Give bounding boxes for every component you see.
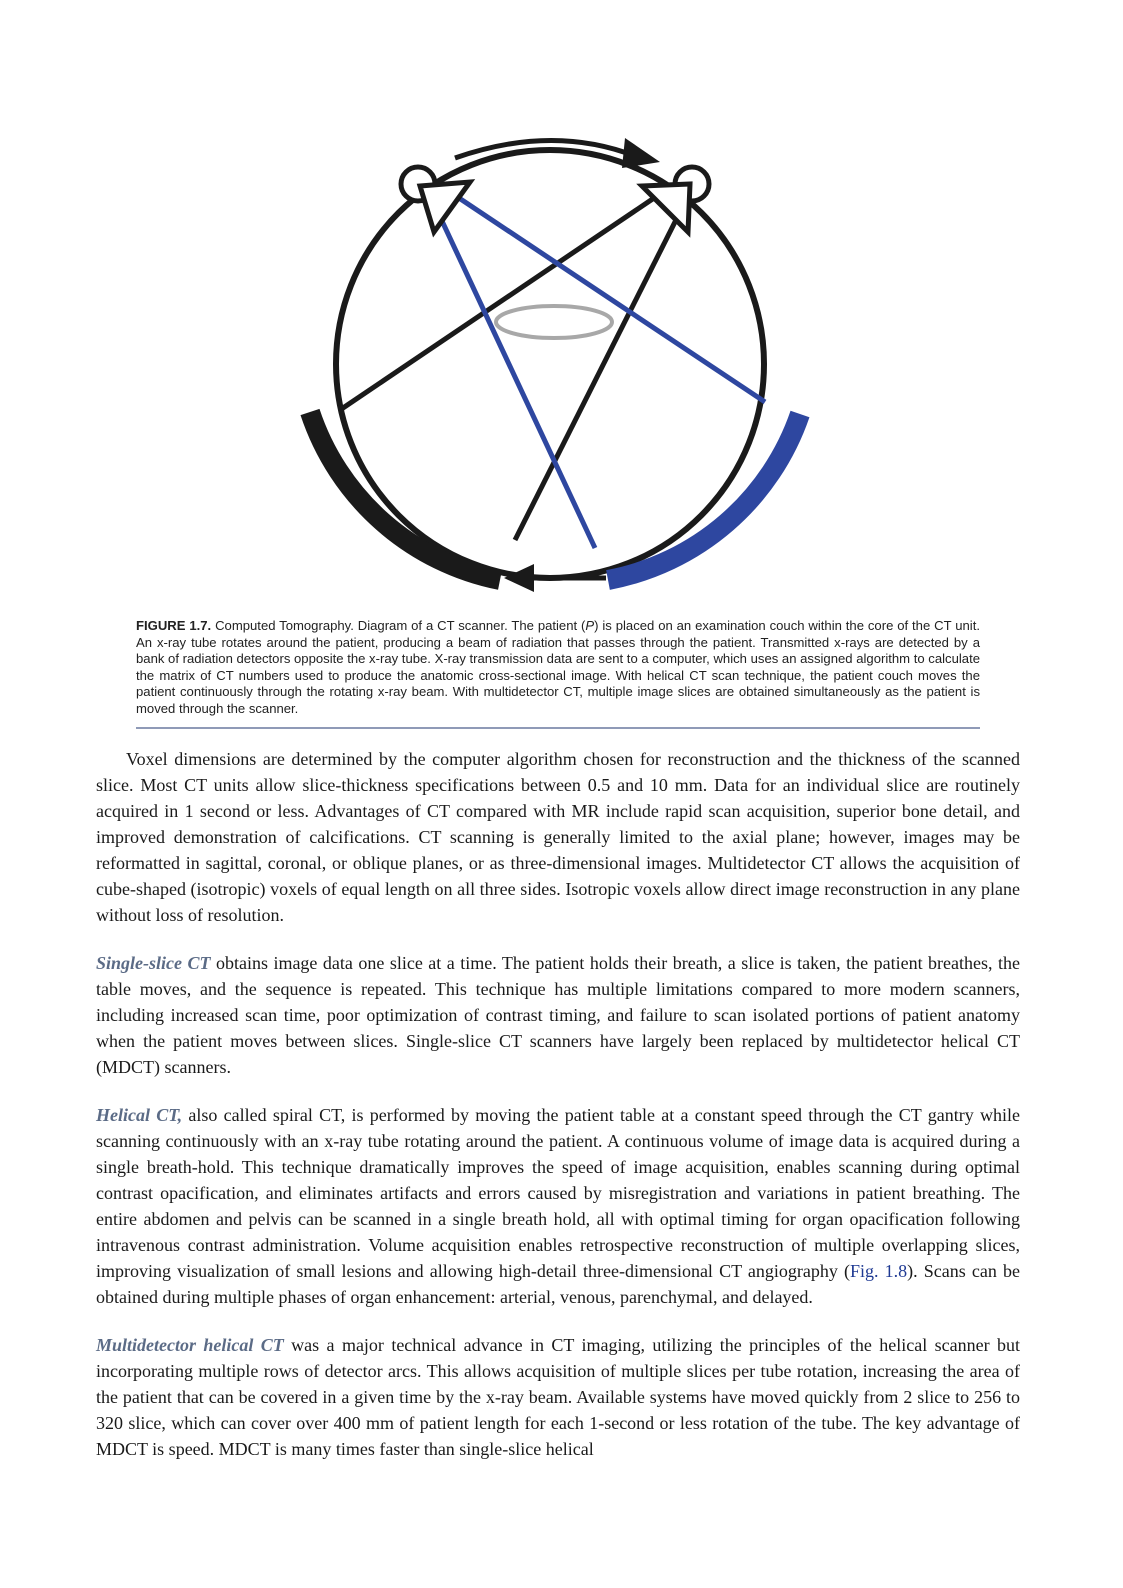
ct-scanner-diagram	[290, 96, 830, 616]
blue-beam-left	[435, 206, 595, 548]
term-multidetector-helical-ct: Multidetector helical CT	[96, 1335, 284, 1355]
paragraph-helical-text: also called spiral CT, is performed by moving the patient table at a constant speed through the CT gantry while scanning continuously with an x-ray tube rotating around the patient. A continuous volume of image data is acquired during a single breath-hold. This technique dramatically improves the speed of image acquisition, enables scanning during optimal contrast opacification, and eliminates artifacts and errors caused by misregistration and variations in patient breathing. The entire abdomen and pelvis can be scanned in a single breath hold, all with optimal timing for organ opacification following intravenous contrast administration. Volume acquisition enables retrospective reconstruction of multiple overlapping slices, improving visualization of small lesions and allowing high-detail three-dimensional CT angiography (	[96, 1105, 1020, 1281]
paragraph-helical-end: ). Scans can be obtained during multiple phases of organ enhancement: arterial, venous, parenchymal, and delayed.	[96, 1261, 1020, 1307]
rotation-arrowhead-top	[622, 138, 660, 168]
paragraph-multidetector-text: was a major technical advance in CT imaging, utilizing the principles of the helical scanner but incorporating multiple rows of detector arcs. This allows acquisition of multiple slices per tube rotation, increasing the area of the patient that can be covered in a given time by the x-ray beam. Available systems have moved quickly from 2 slice to 256 to 320 slice, which can cover over 400 mm of patient length for each 1-second or less rotation of the tube. The key advantage of MDCT is speed. MDCT is many times faster than single-slice helical	[96, 1335, 1020, 1459]
figure-label: FIGURE 1.7.	[136, 618, 212, 633]
blue-beam-right	[450, 192, 765, 402]
caption-text-post: ) is placed on an examination couch within the core of the CT unit. An x-ray tube rotates around the patient, producing a beam of radiation that passes through the patient. Transmitted x-rays are detected by a bank of radiation detectors opposite the x-ray tube. X-ray transmission data are sent to a computer, which uses an assigned algorithm to calculate the matrix of CT numbers used to produce the anatomic cross-sectional image. With helical CT scan technique, the patient couch moves the patient continuously through the rotating x-ray beam. With multidetector CT, multiple image slices are obtained simultaneously as the patient is moved through the scanner.	[136, 618, 980, 716]
figure-caption	[136, 618, 980, 729]
figure-1-8-link[interactable]: Fig. 1.8	[849, 1261, 908, 1281]
gantry-ring	[336, 150, 764, 578]
patient-ellipse	[496, 306, 612, 338]
detector-arc-blue	[608, 414, 800, 580]
paragraph-single-slice-text: obtains image data one slice at a time. The patient holds their breath, a slice is taken, the patient breathes, the table moves, and the sequence is repeated. This technique has multiple limitations compared to more modern scanners, including increased scan time, poor optimization of contrast timing, and failure to scan isolated portions of patient anatomy when the patient moves between slices. Single-slice CT scanners have largely been replaced by multidetector helical CT (MDCT) scanners.	[96, 953, 1020, 1077]
body-text	[96, 746, 1020, 1484]
term-helical-ct: Helical CT,	[96, 1105, 183, 1125]
rotation-arrowhead-bottom	[504, 564, 534, 592]
paragraph-single-slice-ct	[96, 950, 1020, 1080]
term-single-slice-ct: Single-slice CT	[96, 953, 211, 973]
paragraph-voxel-dimensions: Voxel dimensions are determined by the computer algorithm chosen for reconstruction and the thickness of the scanned slice. Most CT units allow slice-thickness specifications between 0.5 and 10 mm. Data for an individual slice are routinely acquired in 1 second or less. Advantages of CT compared with MR include rapid scan acquisition, superior bone detail, and improved demonstration of calcifications. CT scanning is generally limited to the axial plane; however, images may be reformatted in sagittal, coronal, or oblique planes, or as three-dimensional images. Multidetector CT allows the acquisition of cube-shaped (isotropic) voxels of equal length on all three sides. Isotropic voxels allow direct image reconstruction in any plane without loss of resolution.	[96, 749, 1020, 925]
caption-text-pre: Computed Tomography. Diagram of a CT scanner. The patient (	[211, 618, 586, 633]
detector-arc-black	[310, 412, 500, 580]
black-beam-right	[515, 212, 680, 540]
xray-tube-right-triangle	[642, 184, 690, 232]
paragraph-helical-ct	[96, 1102, 1020, 1310]
caption-patient-letter: P	[585, 618, 595, 633]
paragraph-multidetector-ct	[96, 1332, 1020, 1462]
